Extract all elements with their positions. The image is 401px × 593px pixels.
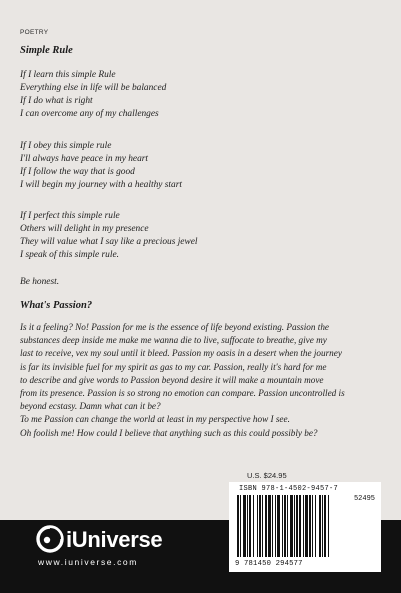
publisher-website: www.iuniverse.com — [38, 557, 138, 567]
poem-line: If I follow the way that is good — [20, 167, 135, 178]
price-label: U.S. $24.95 — [247, 471, 287, 480]
passion-line: substances deep inside me make me wanna die to live, suffocate to breathe, give my — [20, 335, 327, 346]
passion-line: from its presence. Passion is so strong no emotion can compare. Passion uncontrolled is — [20, 388, 345, 399]
poem-stanza — [20, 69, 166, 121]
category-label: POETRY — [20, 29, 49, 36]
poem-line: Everything else in life will be balanced — [20, 83, 167, 94]
poem-stanza — [20, 140, 182, 192]
price-code: 52495 — [353, 495, 375, 503]
iuniverse-swirl-icon — [36, 525, 64, 553]
poem-line: They will value what I say like a precious jewel — [20, 237, 198, 248]
passion-line: to describe and give words to Passion beyond desire it will make a mountain move — [20, 374, 324, 385]
passion-line: last to receive, vex my soul until it bleed. Passion my oasis in a desert when the journey — [20, 348, 342, 359]
poem-line: I'll always have peace in my heart — [20, 154, 149, 165]
poem-line: I can overcome any of my challenges — [20, 109, 159, 120]
passion-line: Is it a feeling? No! Passion for me is the essence of life beyond existing. Passion the — [20, 322, 330, 332]
passion-line: beyond ecstasy. Damn what can it be? — [20, 401, 161, 412]
poem-title: Simple Rule — [20, 45, 73, 56]
poem-line: Others will delight in my presence — [20, 224, 149, 235]
poem-line: I speak of this simple rule. — [20, 250, 119, 261]
publisher-name: iUniverse — [66, 527, 163, 552]
poem-line: If I do what is right — [20, 96, 93, 107]
poem-stanza — [20, 210, 197, 262]
passion-title: What's Passion? — [20, 300, 93, 311]
barcode — [229, 482, 381, 572]
passion-line: To me Passion can change the world at least in my perspective how I see. — [20, 414, 290, 425]
barcode-bars — [237, 495, 373, 559]
barcode-digits: 9 781450 294577 — [235, 560, 303, 568]
poem-line: If I learn this simple Rule — [20, 70, 116, 80]
passion-line: is far its invisible fuel for my spirit as gas to my car. Passion, really it's hard for me — [20, 361, 327, 372]
passion-paragraph — [20, 321, 382, 440]
poem-closing: Be honest. — [20, 277, 60, 287]
passion-line: Oh foolish me! How could I believe that anything such as this could possibly be? — [20, 427, 318, 438]
poem-line: I will begin my journey with a healthy start — [20, 180, 182, 191]
poem-line: If I perfect this simple rule — [20, 211, 120, 221]
poem-line: If I obey this simple rule — [20, 141, 112, 151]
isbn-text: ISBN 978-1-4502-9457-7 — [239, 485, 339, 493]
